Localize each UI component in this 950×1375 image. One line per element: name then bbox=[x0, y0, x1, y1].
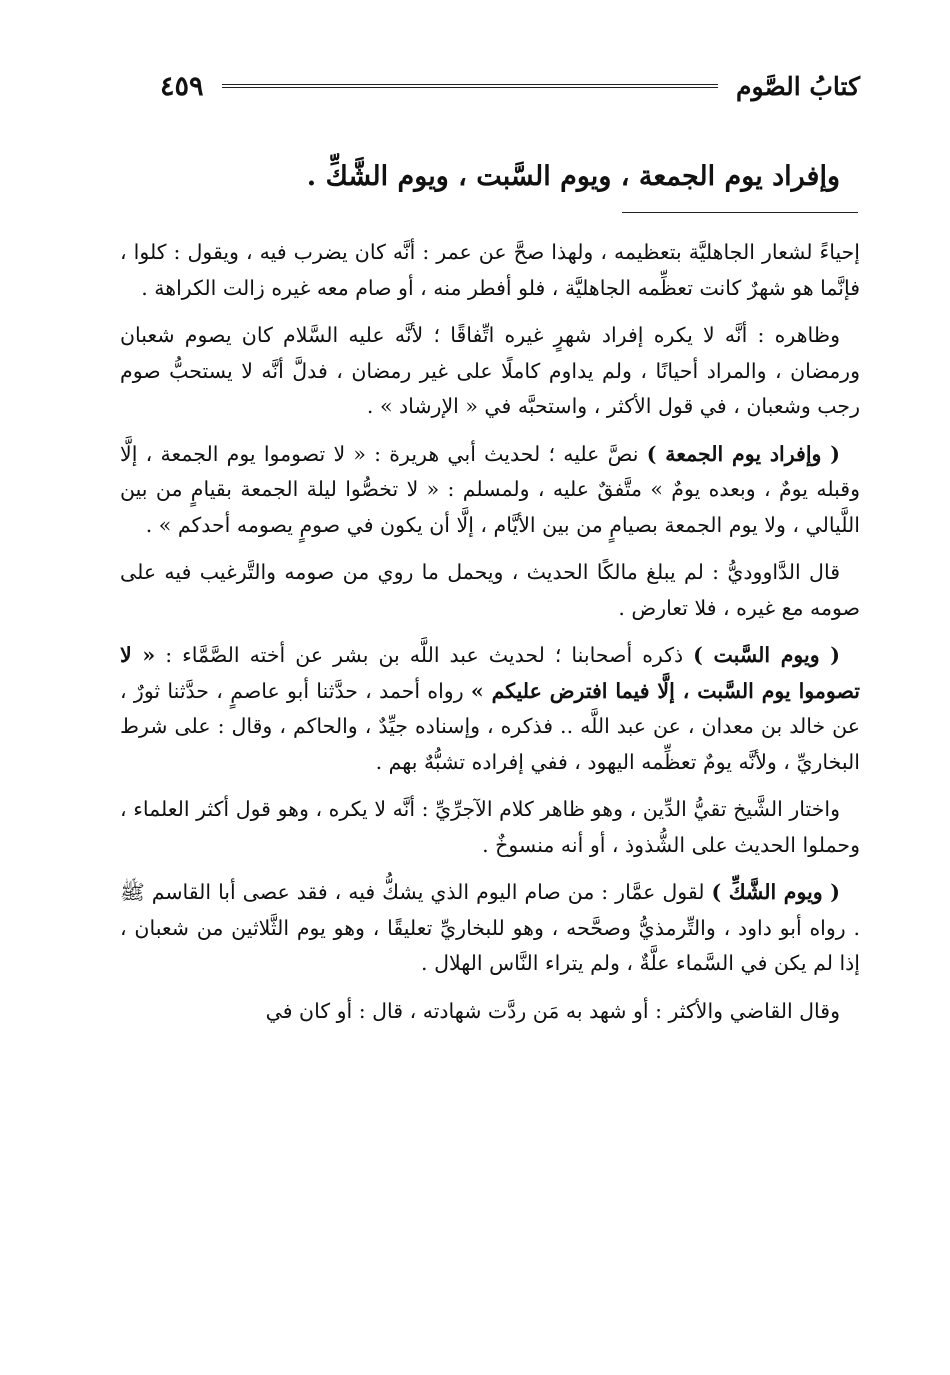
paragraph-8: وقال القاضي والأكثر : أو شهد به مَن ردَّت شهادته ، قال : أو كان في bbox=[265, 998, 840, 1023]
matn-heading: وإفراد يوم الجمعة ، ويوم السَّبت ، ويوم الشَّكِّ . bbox=[306, 161, 840, 192]
paragraph-3-text: نصَّ عليه ؛ لحديث أبي هريرة : « لا تصوموا يوم الجمعة ، إلَّا وقبله يومٌ ، وبعده يومٌ » متَّفقٌ عليه ، ولمسلم : « لا تخصُّوا ليلة الجمعة بقيامٍ من بين اللَّيالي ، ولا يوم الجمعة بصيامٍ من بين الأيَّام ، إلَّا أن يكون في صومٍ يصومه أحدكم » . bbox=[120, 441, 860, 537]
paragraph-7-text: لقول عمَّار : من صام اليوم الذي يشكُّ فيه ، فقد عصى أبا القاسم ﷺ . رواه أبو داود ، والتِّرمذيُّ وصحَّحه ، وهو للبخاريِّ تعليقًا ، وهو يوم الثَّلاثين من شعبان ، إذا لم يكن في السَّماء علَّةٌ ، ولم يتراء النَّاس الهلال . bbox=[120, 880, 860, 975]
header-rule bbox=[222, 84, 719, 88]
paragraph-1: إحياءً لشعار الجاهليَّة بتعظيمه ، ولهذا صحَّ عن عمر : أنَّه كان يضرب فيه ، ويقول : كلوا ، فإنَّما هو شهرٌ كانت تعظِّمه الجاهليَّة ، فلو أفطر منه ، أو صام معه غيره زالت الكراهة . bbox=[120, 240, 860, 300]
commentary-body bbox=[120, 235, 860, 1041]
page-number: ٤٥٩ bbox=[160, 70, 204, 102]
matn-separator-rule bbox=[622, 212, 858, 213]
paragraph-5-text: ذكره أصحابنا ؛ لحديث عبد اللَّه بن بشر عن أخته الصَّمَّاء : bbox=[155, 643, 694, 667]
book-title: كتابُ الصَّوم bbox=[736, 71, 860, 101]
paragraph-2: وظاهره : أنَّه لا يكره إفراد شهرٍ غيره اتِّفاقًا ؛ لأنَّه عليه السَّلام كان يصوم شعبان ورمضان ، والمراد أحيانًا ، ولم يداوم كاملًا على غير رمضان ، فدلَّ أنَّه لا يستحبُّ صوم رجب وشعبان ، في قول الأكثر ، واستحبَّه في « الإرشاد » . bbox=[120, 323, 860, 418]
matn-term-saturday: ( ويوم السَّبت ) bbox=[693, 643, 840, 667]
paragraph-7 bbox=[120, 875, 860, 982]
hadith-quote: « لا تصوموا يوم السَّبت ، إلَّا فيما افترض عليكم » bbox=[120, 643, 860, 703]
paragraph-5-text-rest: رواه أحمد ، حدَّثنا أبو عاصمٍ ، حدَّثنا ثورٌ ، عن خالد بن معدان ، عن عبد اللَّه .. فذكره ، وإسناده جيِّدٌ ، والحاكم ، وقال : على شرط البخاريِّ ، ولأنَّه يومٌ تعظِّمه اليهود ، ففي إفراده تشبُّهٌ بهم . bbox=[120, 678, 860, 774]
paragraph-5 bbox=[120, 638, 860, 780]
paragraph-6: واختار الشَّيخ تقيُّ الدِّين ، وهو ظاهر كلام الآجرِّيِّ : أنَّه لا يكره ، وهو قول أكثر العلماء ، وحملوا الحديث على الشُّذوذ ، أو أنه منسوخٌ . bbox=[120, 797, 860, 857]
running-header bbox=[160, 66, 860, 106]
paragraph-3 bbox=[120, 437, 860, 544]
matn-term-doubt-day: ( ويوم الشَّكِّ ) bbox=[711, 880, 840, 904]
matn-term-friday: ( وإفراد يوم الجمعة ) bbox=[646, 441, 840, 466]
paragraph-4: قال الدَّاووديُّ : لم يبلغ مالكًا الحديث ، ويحمل ما روي من صومه والتَّرغيب فيه على صومه مع غيره ، فلا تعارض . bbox=[120, 560, 860, 620]
